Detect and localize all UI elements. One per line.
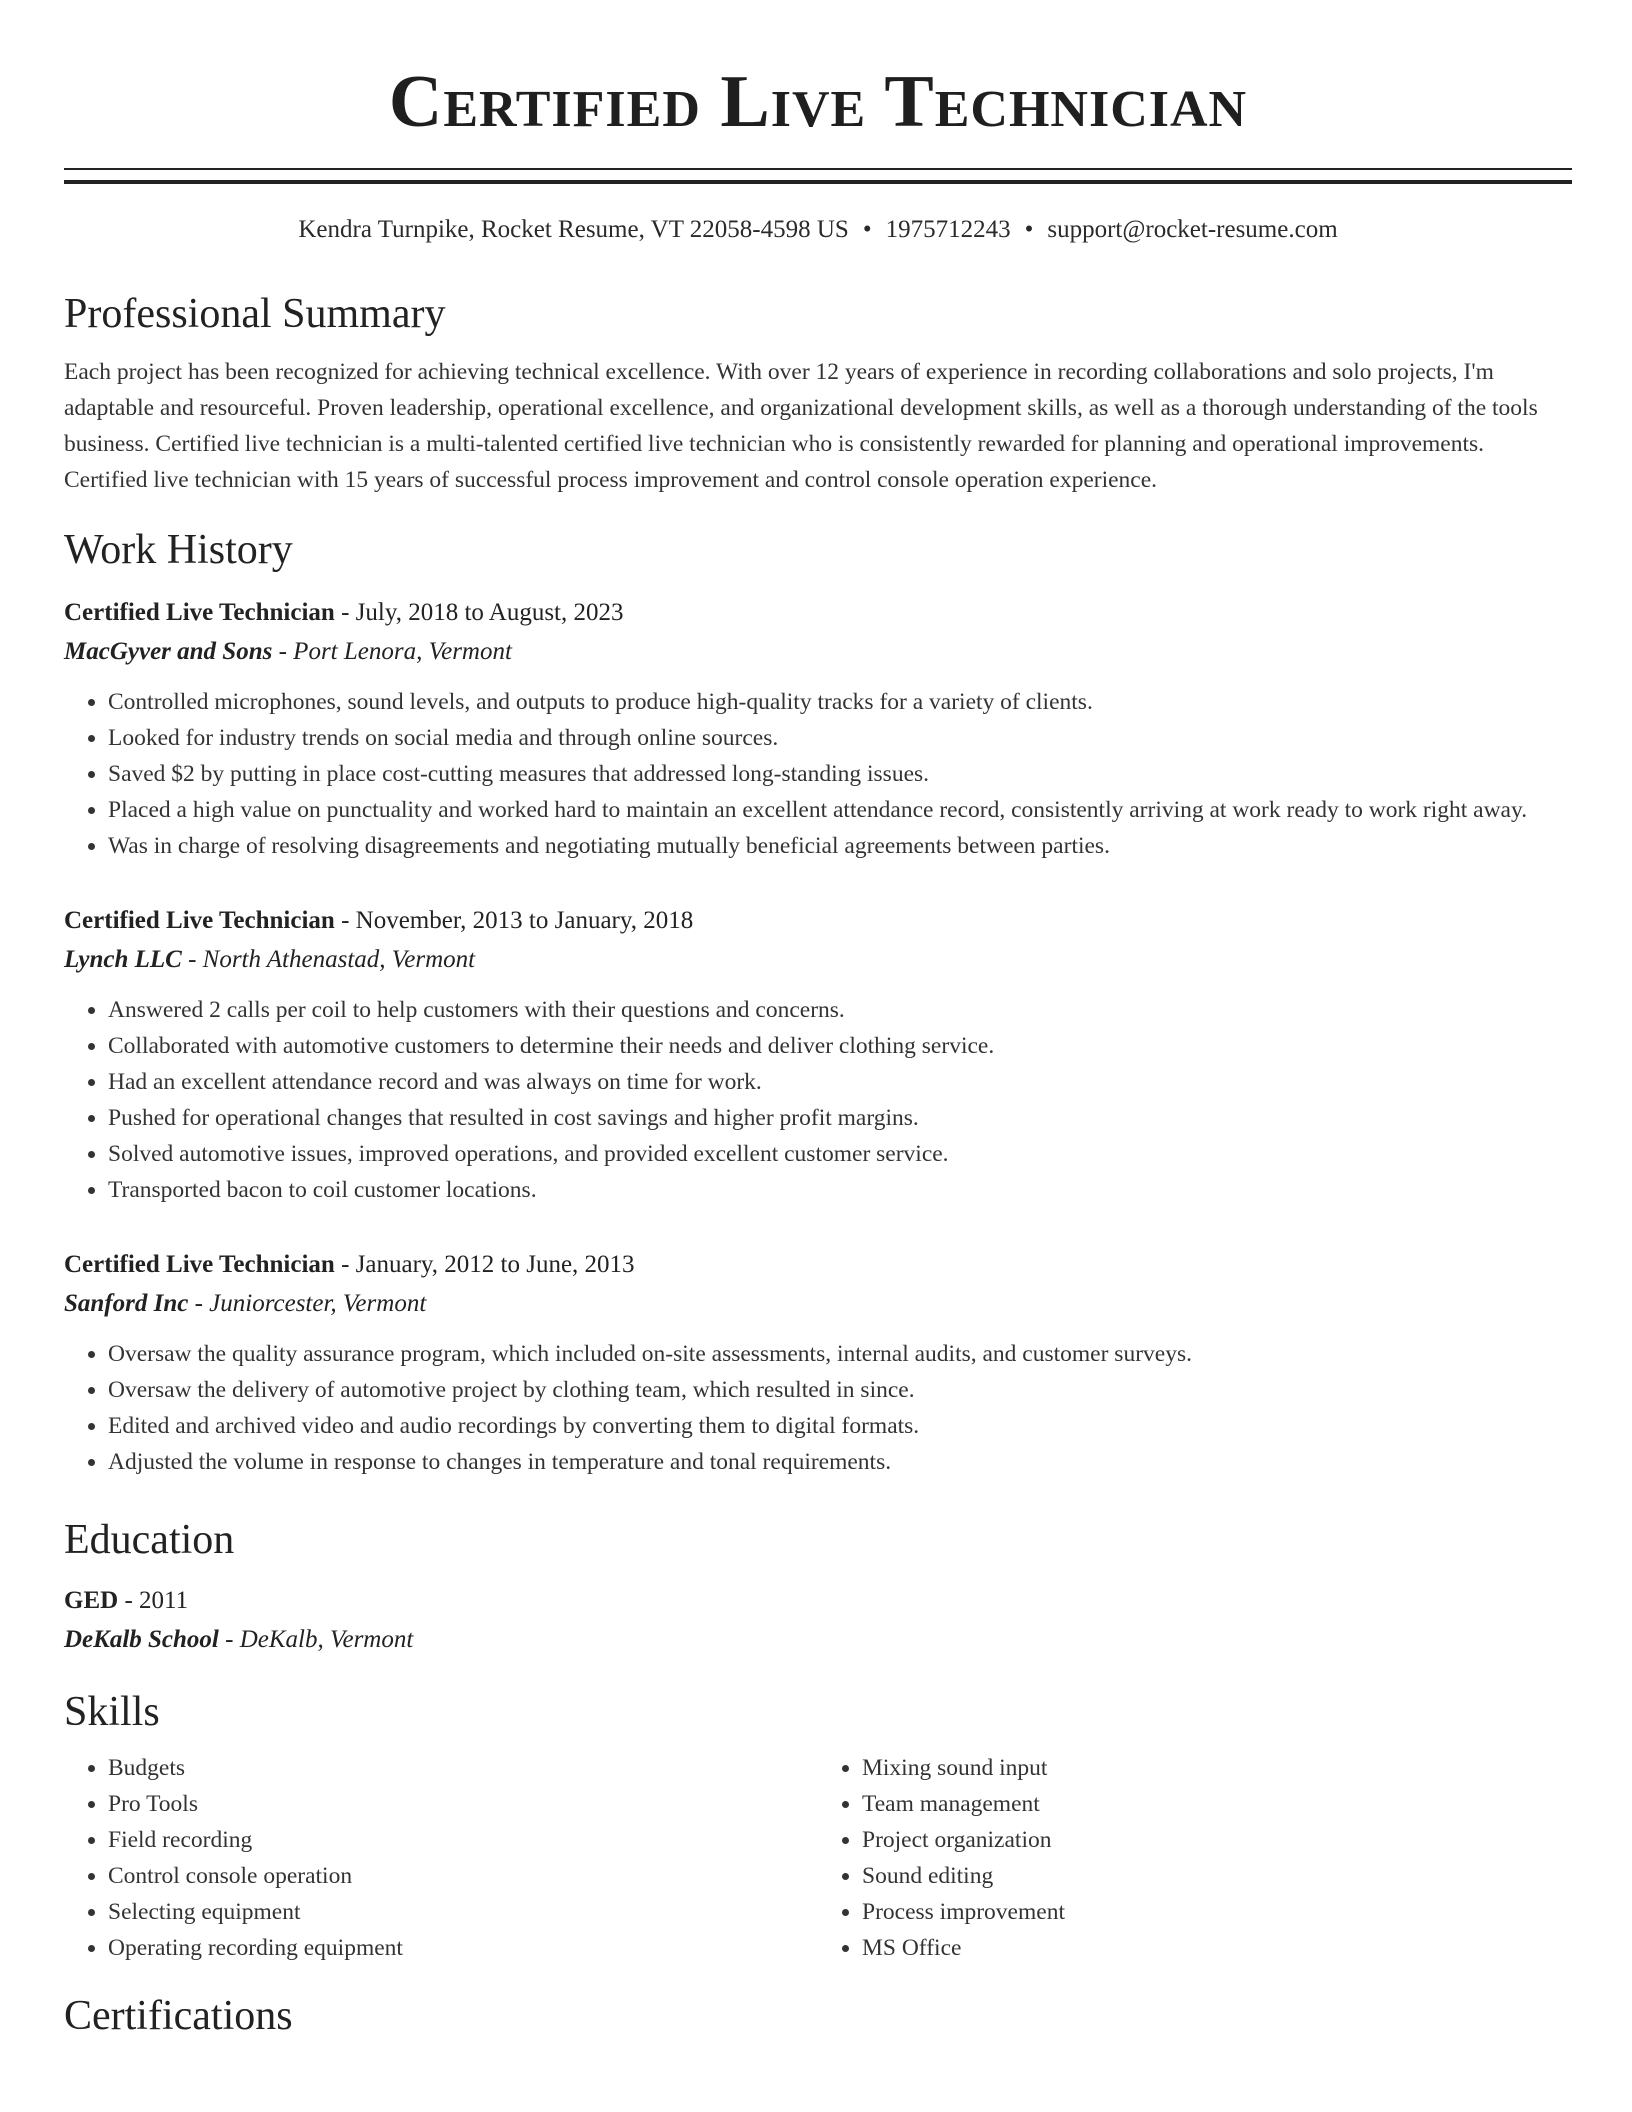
job-bullet: • Oversaw the delivery of automotive project by clothing team, which resulted in since. — [108, 1372, 1572, 1408]
education-dash: - — [218, 1626, 240, 1653]
job-bullet: • Edited and archived video and audio recordings by converting them to digital formats. — [108, 1408, 1572, 1444]
job-title-line — [64, 1246, 1572, 1284]
skills-columns — [64, 1750, 1572, 1966]
job-bullet: • Had an excellent attendance record and was always on time for work. — [108, 1064, 1572, 1100]
job-bullet-list — [64, 992, 1572, 1208]
job-bullet: • Was in charge of resolving disagreements and negotiating mutually beneficial agreements between parties. — [108, 828, 1572, 864]
education-school: DeKalb School — [64, 1626, 219, 1653]
contact-phone: 1975712243 — [885, 216, 1011, 243]
skill-item: • Process improvement — [862, 1894, 1572, 1930]
summary-text: Each project has been recognized for achieving technical excellence. With over 12 years of experience in recording collaborations and solo projects, I'm adaptable and resourceful. Proven leadership, operational excellence, and organizational development skills, as well as a thorough understanding of the tools business. Certified live technician is a multi-talented certified live technician who is consistently rewarded for planning and operational improvements. Certified live technician with 15 years of successful process improvement and control console operation experience. — [64, 359, 1538, 493]
skill-item: • Mixing sound input — [862, 1750, 1572, 1786]
skill-item: • Field recording — [108, 1822, 818, 1858]
work-history-heading: Work History — [64, 527, 293, 573]
summary-heading: Professional Summary — [64, 291, 446, 337]
contact-email: support@rocket-resume.com — [1047, 216, 1338, 243]
resume-page — [64, 0, 1572, 2042]
job-dash: - — [334, 599, 356, 626]
job-bullet: • Solved automotive issues, improved operations, and provided excellent customer service. — [108, 1136, 1572, 1172]
job-bullet: • Looked for industry trends on social media and through online sources. — [108, 720, 1572, 756]
contact-separator: • — [1024, 216, 1034, 243]
job-dates: January, 2012 to June, 2013 — [355, 1251, 635, 1278]
job-dash: - — [334, 907, 356, 934]
job-company-line — [64, 1284, 1572, 1324]
contact-address: Kendra Turnpike, Rocket Resume, VT 22058-4598 US — [298, 216, 849, 243]
education-heading: Education — [64, 1517, 235, 1563]
job-dates: November, 2013 to January, 2018 — [355, 907, 694, 934]
job-company-line — [64, 940, 1572, 980]
job-entry — [64, 1246, 1572, 1480]
skill-item: • MS Office — [862, 1930, 1572, 1966]
job-role: Certified Live Technician — [64, 907, 335, 934]
skill-item: • Team management — [862, 1786, 1572, 1822]
skills-heading: Skills — [64, 1689, 160, 1735]
skill-item: • Budgets — [108, 1750, 818, 1786]
job-title-line — [64, 902, 1572, 940]
contact-separator: • — [862, 216, 872, 243]
skill-item: • Selecting equipment — [108, 1894, 818, 1930]
education-school-line — [64, 1620, 1572, 1660]
job-bullet: • Collaborated with automotive customers to determine their needs and deliver clothing service. — [108, 1028, 1572, 1064]
education-location: DeKalb, Vermont — [239, 1626, 414, 1653]
education-degree-line — [64, 1582, 1572, 1620]
job-bullet-list — [64, 684, 1572, 864]
job-company: Lynch LLC — [64, 946, 182, 973]
job-location: Port Lenora, Vermont — [293, 638, 512, 665]
job-dates: July, 2018 to August, 2023 — [355, 599, 624, 626]
skill-item: • Sound editing — [862, 1858, 1572, 1894]
education-degree: GED — [64, 1587, 119, 1614]
certifications-heading: Certifications — [64, 1993, 293, 2039]
skill-item: • Operating recording equipment — [108, 1930, 818, 1966]
job-bullet: • Adjusted the volume in response to changes in temperature and tonal requirements. — [108, 1444, 1572, 1480]
skill-item: • Pro Tools — [108, 1786, 818, 1822]
job-role: Certified Live Technician — [64, 1251, 335, 1278]
job-dash: - — [334, 1251, 356, 1278]
skills-list-left — [64, 1750, 818, 1966]
job-dash: - — [272, 638, 294, 665]
job-dash: - — [188, 1290, 210, 1317]
education-year: 2011 — [139, 1587, 189, 1614]
skill-item: • Control console operation — [108, 1858, 818, 1894]
job-bullet: • Oversaw the quality assurance program, which included on-site assessments, internal audits, and customer surveys. — [108, 1336, 1572, 1372]
title-divider — [64, 168, 1572, 184]
education-entry — [64, 1582, 1572, 1660]
job-bullet: • Answered 2 calls per coil to help customers with their questions and concerns. — [108, 992, 1572, 1028]
job-entry — [64, 594, 1572, 864]
education-dash: - — [118, 1587, 140, 1614]
job-bullet: • Transported bacon to coil customer locations. — [108, 1172, 1572, 1208]
contact-line — [64, 214, 1572, 246]
job-company: MacGyver and Sons — [64, 638, 273, 665]
job-bullet: • Placed a high value on punctuality and worked hard to maintain an excellent attendance record, consistently arriving at work ready to work right away. — [108, 792, 1572, 828]
skills-list-right — [818, 1750, 1572, 1966]
job-location: Juniorcester, Vermont — [209, 1290, 427, 1317]
resume-title: Certified Live Technician — [388, 61, 1248, 143]
job-bullet-list — [64, 1336, 1572, 1480]
job-title-line — [64, 594, 1572, 632]
job-bullet: • Saved $2 by putting in place cost-cutting measures that addressed long-standing issues. — [108, 756, 1572, 792]
job-company: Sanford Inc — [64, 1290, 189, 1317]
job-bullet: • Controlled microphones, sound levels, and outputs to produce high-quality tracks for a variety of clients. — [108, 684, 1572, 720]
skill-item: • Project organization — [862, 1822, 1572, 1858]
job-entry — [64, 902, 1572, 1208]
job-dash: - — [181, 946, 203, 973]
job-bullet: • Pushed for operational changes that resulted in cost savings and higher profit margins. — [108, 1100, 1572, 1136]
job-company-line — [64, 632, 1572, 672]
job-location: North Athenastad, Vermont — [202, 946, 476, 973]
job-role: Certified Live Technician — [64, 599, 335, 626]
